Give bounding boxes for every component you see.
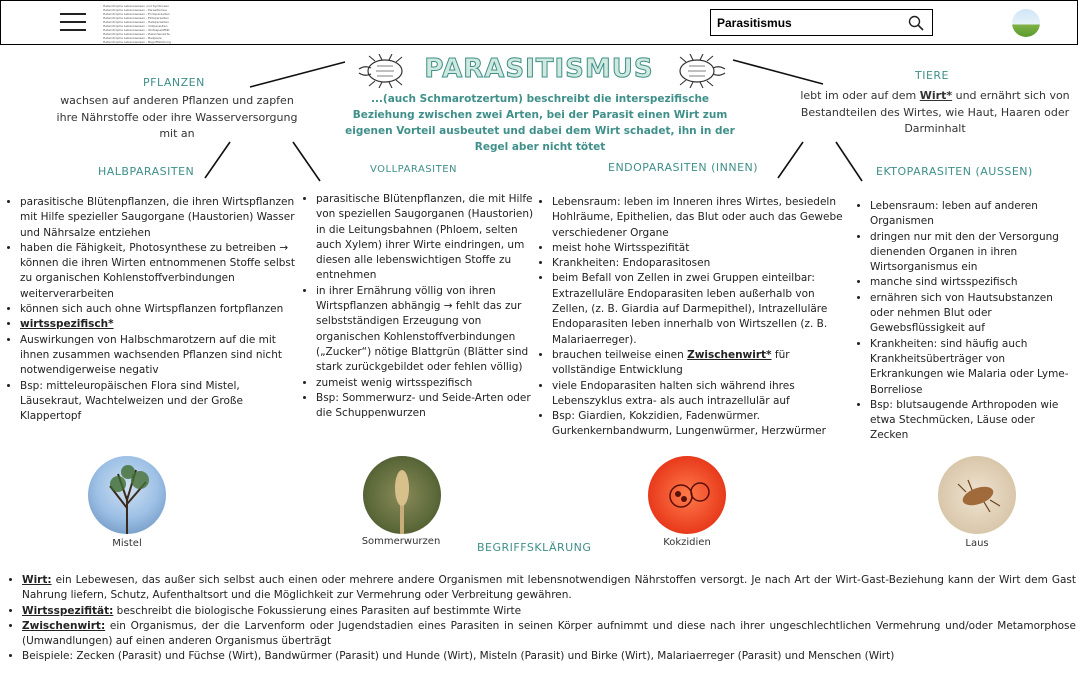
menu-preview-line: Heterotrophe Lebensweisen - Zwischenwirte: [103, 32, 170, 36]
list-item: • haben die Fähigkeit, Photosynthese zu betreiben → können die ihren Wirten entnommenen Stoffe selbst zu organischen Kohlenstoffverbindungen weiterverarbeiten: [20, 241, 298, 302]
search-icon[interactable]: [908, 15, 924, 31]
kokzidien-photo: [648, 456, 726, 534]
plants-text: wachsen auf anderen Pflanzen und zapfen ihre Nährstoffe oder ihre Wasserversorgung mit an: [56, 94, 298, 140]
menu-preview: [103, 4, 243, 44]
list-item: • Bsp: blutsaugende Arthropoden wie etwa Stechmücken, Läuse oder Zecken: [870, 398, 1076, 444]
animals-heading: TIERE: [915, 69, 950, 82]
list-item: • Lebensraum: leben im Inneren ihres Wirtes, besiedeln Hohlräume, Epithelien, das Blut oder auch das Gewebe verschiedener Organe: [552, 195, 852, 241]
wirt-keyword: Wirt*: [919, 89, 953, 102]
kokzidien-cells-icon: [648, 456, 726, 534]
glossary-term: Zwischenwirt:: [22, 619, 106, 632]
glossary-text: beschreibt die biologische Fokussierung eines Parasiten auf bestimmte Wirte: [113, 604, 522, 617]
list-item: • Bsp: mitteleuropäischen Flora sind Mistel, Läusekraut, Wachtelweizen und der Große Klappertopf: [20, 379, 298, 425]
halbparasiten-heading: HALBPARASITEN: [98, 165, 195, 178]
glossary-heading: BEGRIFFSKLÄRUNG: [477, 541, 592, 554]
list-item: [552, 348, 852, 379]
menu-preview-line: Heterotrophe Lebensweisen - Begriffsklärung: [103, 40, 171, 44]
avatar[interactable]: [1012, 9, 1040, 37]
mistel-tree-icon: [88, 456, 166, 534]
list-item: [20, 317, 298, 332]
menu-preview-line: Heterotrophe Lebensweisen - Ektoparasiten: [103, 16, 169, 20]
search-box[interactable]: [710, 9, 933, 36]
menu-preview-line: Heterotrophe Lebensweisen und Symbiosen: [103, 4, 170, 8]
page-title: PARASITISMUS: [424, 54, 654, 84]
glossary-section: [6, 573, 1076, 665]
glossary-text: Beispiele: Zecken (Parasit) und Füchse (Wirt), Bandwürmer (Parasit) und Hunde (Wirt), Misteln (Parasit) und Birke (Wirt), Malariaerreger (Parasit) und Menschen (Wirt): [22, 650, 895, 663]
animals-text-before: lebt im oder auf dem: [800, 89, 920, 102]
glossary-item: [22, 619, 1076, 650]
search-input[interactable]: [717, 14, 897, 31]
list-item: • Krankheiten: Endoparasitosen: [552, 256, 852, 271]
list-item: • dringen nur mit den der Versorgung dienenden Organen in ihren Wirtsorganismus ein: [870, 230, 1076, 276]
laus-photo: [938, 456, 1016, 534]
sommerwurz-plant-icon: [363, 456, 441, 534]
louse-icon: [938, 456, 1016, 534]
list-item: • viele Endoparasiten halten sich während ihres Lebenszyklus extra- als auch intrazellulär auf: [552, 379, 852, 410]
laus-caption: Laus: [965, 538, 989, 549]
list-item: • beim Befall von Zellen in zwei Gruppen einteilbar: Extrazelluläre Endoparasiten leben außerhalb von Zellen, (z. B. Giardia auf Darmepithel), Intrazelluläre Endoparasiten leben innerhalb von Wirtszellen (z. B. Malariaerreger).: [552, 271, 852, 347]
tick-illustration-icon: [670, 54, 728, 88]
vollparasiten-column: [300, 192, 535, 421]
glossary-item: [22, 573, 1076, 604]
list-item: • meist hohe Wirtsspezifität: [552, 241, 852, 256]
sommerwurz-photo: [363, 456, 441, 534]
sommerwurzen-caption: Sommerwurzen: [361, 536, 441, 547]
glossary-item: [22, 649, 1076, 664]
menu-preview-line: Heterotrophe Lebensweisen - Parasitismus: [103, 8, 167, 12]
glossary-term: Wirt:: [22, 574, 52, 586]
ektoparasiten-column: [854, 199, 1076, 444]
list-item: • ernähren sich von Hautsubstanzen oder nehmen Blut oder Gewebsflüssigkeit auf: [870, 291, 1076, 337]
mistel-photo: [88, 456, 166, 534]
plants-heading: PFLANZEN: [143, 76, 205, 89]
menu-preview-line: Heterotrophe Lebensweisen - Endoparasiten: [103, 12, 170, 16]
tick-illustration-icon: [355, 54, 410, 88]
list-item: • in ihrer Ernährung völlig von ihren Wirtspflanzen abhängig → fehlt das zur selbstständigen Erzeugung von organischen Kohlenstoffverbindungen („Zucker“) nötige Blattgrün (Blätter sind stark zurückgebildet oder fehlen völlig): [316, 284, 535, 376]
halbparasiten-column: [4, 195, 298, 424]
list-item: • Bsp: Giardien, Kokzidien, Fadenwürmer. Gurkenkernbandwurm, Lungenwürmer, Herzwürmer: [552, 409, 852, 440]
list-item: • Auswirkungen von Halbschmarotzern auf die mit ihnen zusammen wachsenden Pflanzen sind nicht notwendigerweise negativ: [20, 333, 298, 379]
endoparasiten-heading: ENDOPARASITEN (INNEN): [608, 161, 759, 174]
menu-preview-line: Heterotrophe Lebensweisen - Beispiele: [103, 36, 162, 40]
zw-before: brauchen teilweise einen: [552, 348, 688, 361]
wirtsspezifisch-keyword: wirtsspezifisch*: [20, 318, 114, 331]
endoparasiten-column: [536, 195, 852, 440]
list-item: • parasitische Blütenpflanzen, die mit Hilfe von speziellen Saugorganen (Haustorien) in die Leitungsbahnen (Phloem, selten auch Xylem) ihrer Wirte eindringen, um diesen alle lebenswichtigen Stoffe zu entnehmen: [316, 192, 535, 284]
list-item: • Krankheiten: sind häufig auch Krankheitsüberträger von Erkrankungen wie Malaria oder Lyme-Borreliose: [870, 337, 1076, 398]
zw-after: für vollständige Entwicklung: [552, 348, 790, 377]
menu-icon[interactable]: [60, 13, 86, 31]
list-item: • parasitische Blütenpflanzen, die ihren Wirtspflanzen mit Hilfe spezieller Saugorgane (Haustorien) Wasser und Nährsalze entziehen: [20, 195, 298, 241]
glossary-text: ein Lebewesen, das außer sich selbst auch einen oder mehrere andere Organismen mit lebensnotwendigen Nährstoffen versorgt. Je nach Art der Wirt-Gast-Beziehung kann der Wirt dem Gast Nahrung liefern, Schutz, Aufenthaltsort und die Möglichkeit zur Vermehrung oder Verbreitung gewähren.: [22, 574, 1076, 602]
vollparasiten-heading: VOLLPARASITEN: [370, 164, 457, 175]
menu-preview-line: Heterotrophe Lebensweisen - Vollparasiten: [103, 24, 168, 28]
list-item: • manche sind wirtsspezifisch: [870, 275, 1076, 290]
list-item: • können sich auch ohne Wirtspflanzen fortpflanzen: [20, 302, 298, 317]
list-item: • Lebensraum: leben auf anderen Organismen: [870, 199, 1076, 230]
glossary-term: Wirtsspezifität:: [22, 604, 114, 617]
animals-text-after: und ernährt sich von Bestandteilen des Wirtes, wie Haut, Haaren oder Darminhalt: [800, 89, 1070, 135]
animals-text: [800, 88, 1070, 138]
kokzidien-caption: Kokzidien: [663, 537, 711, 548]
ektoparasiten-heading: EKTOPARASITEN (AUSSEN): [876, 165, 1033, 178]
menu-preview-line: Heterotrophe Lebensweisen - Halbparasiten: [103, 20, 169, 24]
menu-preview-line: Heterotrophe Lebensweisen - Wirtsspezifität: [103, 28, 170, 32]
glossary-item: [22, 604, 1076, 619]
zwischenwirt-keyword: Zwischenwirt*: [687, 348, 772, 361]
definition-subtitle: ...(auch Schmarotzertum) beschreibt die interspezifische Beziehung zwischen zwei Arten, bei der Parasit einen Wirt zum eigenen Vorteil ausbeutet und dabei dem Wirt schadet, ihn in der Regel aber nicht tötet: [345, 93, 735, 153]
mistel-caption: Mistel: [112, 538, 142, 549]
list-item: • Bsp: Sommerwurz- und Seide-Arten oder die Schuppenwurzen: [316, 391, 535, 422]
list-item: • zumeist wenig wirtsspezifisch: [316, 376, 535, 391]
glossary-text: ein Organismus, der die Larvenform oder Jugendstadien eines Parasiten in seinen Körper aufnimmt und diese nach ihrer ungeschlechtlichen Vermehrung und/oder Metamorphose (Umwandlungen) auf einen anderen Organismus überträgt: [22, 619, 1076, 648]
